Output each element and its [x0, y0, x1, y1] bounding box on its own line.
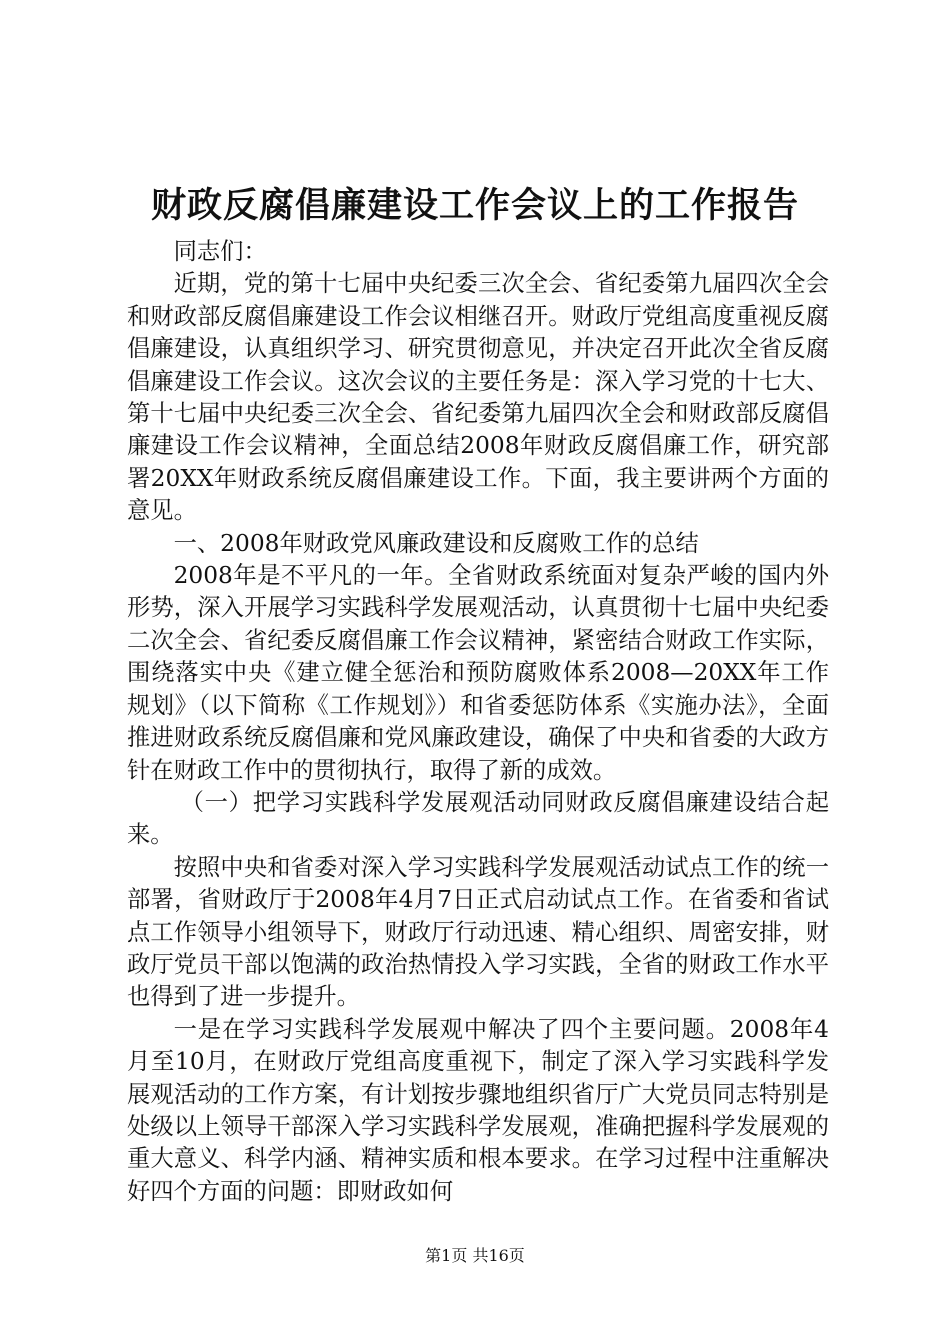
paragraph-four-problems: 一是在学习实践科学发展观中解决了四个主要问题。2008年4月至10月，在财政厅党组高度重视下，制定了深入学习实践科学发展观活动的工作方案，有计划按步骤地组织省厅广大党员同志特别是处级以上领导干部深入学习实践科学发展观，准确把握科学发展观的重大意义、科学内涵、精神实质和根本要求。在学习过程中注重解决好四个方面的问题：即财政如何 [127, 1015, 829, 1205]
section-heading-1: 一、2008年财政党风廉政建设和反腐败工作的总结 [173, 529, 699, 557]
salutation: 同志们： [173, 238, 267, 265]
document-title: 财政反腐倡廉建设工作会议上的工作报告 [150, 185, 799, 226]
paragraph-intro: 近期，党的第十七届中央纪委三次全会、省纪委第九届四次全会和财政部反腐倡廉建设工作会议相继召开。财政厅党组高度重视反腐倡廉建设，认真组织学习、研究贯彻意见，并决定召开此次全省反腐倡廉建设工作会议。这次会议的主要任务是：深入学习党的十七大、第十七届中央纪委三次全会、省纪委第九届四次全会和财政部反腐倡廉建设工作会议精神，全面总结2008年财政反腐倡廉工作，研究部署20XX年财政系统反腐倡廉建设工作。下面，我主要讲两个方面的意见。 [127, 270, 829, 525]
document-body [127, 236, 829, 1208]
paragraph-2008-summary: 2008年是不平凡的一年。全省财政系统面对复杂严峻的国内外形势，深入开展学习实践科学发展观活动，认真贯彻十七届中央纪委二次全会、省纪委反腐倡廉工作会议精神，紧密结合财政工作实际，围绕落实中央《建立健全惩治和预防腐败体系2008—20XX年工作规划》（以下简称《工作规划》）和省委惩防体系《实施办法》，全面推进财政系统反腐倡廉和党风廉政建设，确保了中央和省委的大政方针在财政工作中的贯彻执行，取得了新的成效。 [127, 562, 829, 784]
page-footer: 第1页 共16页 [425, 1246, 525, 1265]
paragraph-pilot-work: 按照中央和省委对深入学习实践科学发展观活动试点工作的统一部署，省财政厅于2008年4月7日正式启动试点工作。在省委和省试点工作领导小组领导下，财政厅行动迅速、精心组织、周密安排，财政厅党员干部以饱满的政治热情投入学习实践，全省的财政工作水平也得到了进一步提升。 [127, 853, 829, 1011]
subsection-heading-1: （一）把学习实践科学发展观活动同财政反腐倡廉建设结合起来。 [127, 788, 829, 849]
